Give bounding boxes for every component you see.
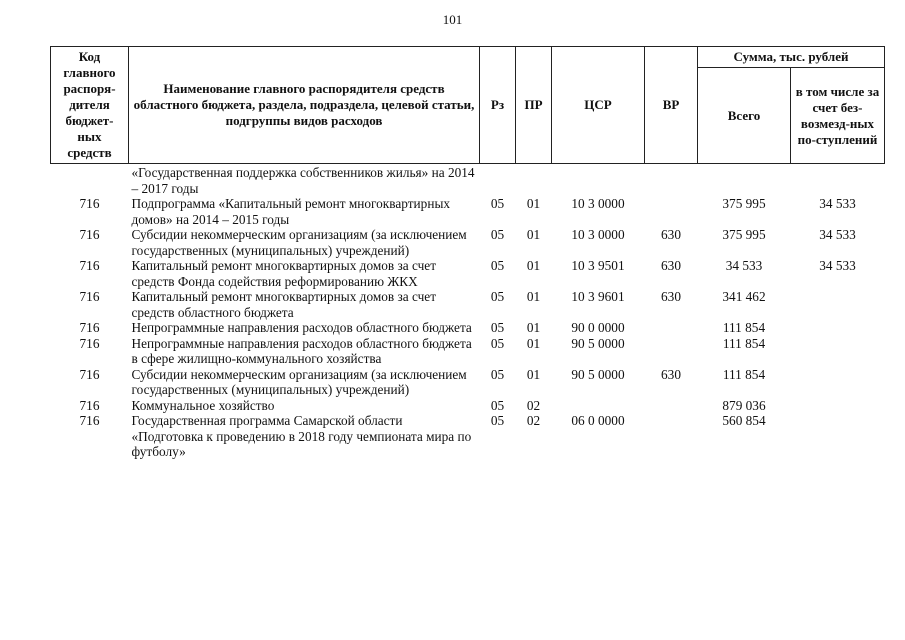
cell-code: 716 — [79, 289, 100, 304]
cell-code: 716 — [79, 258, 100, 273]
cell-total: 879 036 — [722, 397, 766, 413]
cell-rz: 05 — [490, 366, 505, 382]
cell-total: 111 854 — [722, 366, 766, 382]
header-sum: Сумма, тыс. рублей — [698, 47, 885, 68]
cell-code: 716 — [79, 227, 100, 242]
cell-name: Государственная программа Самарской области «Подготовка к проведению в 2018 году чемпионата мира по футболу» — [131, 413, 472, 459]
cell-pr: 01 — [526, 320, 541, 335]
table-body — [51, 164, 885, 460]
cell-pr: 02 — [526, 413, 541, 428]
cell-total: 375 995 — [722, 227, 766, 242]
cell-csr: 90 5 0000 — [571, 335, 625, 351]
cell-vr: 630 — [661, 258, 681, 273]
cell-csr: 10 3 0000 — [571, 227, 625, 242]
cell-pr: 02 — [526, 397, 541, 413]
budget-table — [50, 46, 885, 460]
cell-name: Непрограммные направления расходов областного бюджета в сфере жилищно-коммунального хозяйства — [131, 335, 472, 366]
table-header — [51, 47, 885, 164]
cell-incl — [791, 336, 885, 367]
cell-name: Субсидии некоммерческим организациям (за исключением государственных (муниципальных) учреждений) — [131, 366, 467, 397]
table-row — [51, 258, 885, 289]
cell-total: 111 854 — [722, 335, 766, 351]
cell-rz: 05 — [490, 413, 505, 428]
cell-pr: 01 — [526, 227, 541, 242]
cell-code: 716 — [79, 366, 100, 382]
table-row — [51, 398, 885, 414]
cell-vr: 630 — [661, 227, 681, 242]
cell-vr — [645, 336, 698, 367]
cell-csr: 10 3 9601 — [571, 289, 625, 304]
header-pr: ПР — [516, 47, 552, 164]
cell-csr: 90 5 0000 — [571, 366, 625, 382]
cell-rz: 05 — [490, 320, 505, 335]
cell-rz: 05 — [490, 227, 505, 242]
cell-csr — [552, 398, 645, 414]
cell-name: «Государственная поддержка собственников жилья» на 2014 – 2017 годы — [131, 165, 475, 196]
cell-vr — [645, 164, 698, 197]
header-rz: Рз — [480, 47, 516, 164]
page-number: 101 — [442, 12, 463, 27]
table-row — [51, 289, 885, 320]
cell-incl — [791, 320, 885, 336]
cell-total: 111 854 — [722, 320, 766, 335]
cell-name: Коммунальное хозяйство — [131, 397, 275, 413]
cell-pr — [516, 164, 552, 197]
cell-pr: 01 — [526, 258, 541, 273]
table-row — [51, 196, 885, 227]
cell-vr — [645, 320, 698, 336]
cell-rz: 05 — [490, 397, 505, 413]
cell-total: 560 854 — [722, 413, 766, 428]
cell-pr: 01 — [526, 289, 541, 304]
cell-csr: 06 0 0000 — [571, 413, 625, 428]
cell-vr — [645, 398, 698, 414]
header-name: Наименование главного распорядителя средств областного бюджета, раздела, подраздела, целевой статьи, подгруппы видов расходов — [129, 47, 480, 164]
cell-rz: 05 — [490, 289, 505, 304]
cell-vr — [645, 196, 698, 227]
header-vr: ВР — [645, 47, 698, 164]
cell-vr: 630 — [661, 366, 681, 382]
cell-name: Подпрограмма «Капитальный ремонт многоквартирных домов» на 2014 – 2015 годы — [131, 196, 451, 227]
cell-code: 716 — [79, 335, 100, 351]
cell-total: 34 533 — [725, 258, 763, 273]
cell-incl — [791, 398, 885, 414]
cell-vr: 630 — [661, 289, 681, 304]
header-csr: ЦСР — [552, 47, 645, 164]
cell-name: Капитальный ремонт многоквартирных домов за счет средств областного бюджета — [131, 289, 437, 320]
cell-csr: 90 0 0000 — [571, 320, 625, 335]
cell-code: 716 — [79, 196, 100, 211]
cell-rz: 05 — [490, 258, 505, 273]
cell-vr — [645, 413, 698, 460]
cell-incl — [791, 413, 885, 460]
cell-incl — [791, 367, 885, 398]
cell-csr: 10 3 9501 — [571, 258, 625, 273]
cell-total: 341 462 — [722, 289, 766, 304]
header-incl: в том числе за счет без-возмезд-ных по-ступлений — [791, 68, 885, 164]
cell-name: Субсидии некоммерческим организациям (за исключением государственных (муниципальных) учреждений) — [131, 227, 467, 258]
cell-pr: 01 — [526, 196, 541, 211]
cell-code — [51, 164, 129, 197]
cell-code: 716 — [79, 413, 100, 428]
cell-total — [698, 164, 791, 197]
cell-pr: 01 — [526, 335, 541, 351]
cell-incl: 34 533 — [819, 227, 856, 242]
table-row — [51, 164, 885, 197]
cell-code: 716 — [79, 397, 100, 413]
cell-incl — [791, 164, 885, 197]
cell-csr: 10 3 0000 — [571, 196, 625, 211]
header-total: Всего — [698, 68, 791, 164]
table-row — [51, 227, 885, 258]
table-row — [51, 413, 885, 460]
cell-code: 716 — [79, 320, 100, 335]
cell-name: Непрограммные направления расходов областного бюджета — [131, 320, 472, 335]
cell-rz — [480, 164, 516, 197]
cell-pr: 01 — [526, 366, 541, 382]
table-row — [51, 367, 885, 398]
cell-rz: 05 — [490, 196, 505, 211]
cell-incl — [791, 289, 885, 320]
cell-incl: 34 533 — [819, 196, 856, 211]
cell-csr — [552, 164, 645, 197]
table-row — [51, 336, 885, 367]
header-code: Код главного распоря-дителя бюджет-ных средств — [51, 47, 129, 164]
cell-incl: 34 533 — [819, 258, 856, 273]
cell-rz: 05 — [490, 335, 505, 351]
cell-name: Капитальный ремонт многоквартирных домов за счет средств Фонда содействия реформированию ЖКХ — [131, 258, 437, 289]
cell-total: 375 995 — [722, 196, 766, 211]
table-row — [51, 320, 885, 336]
